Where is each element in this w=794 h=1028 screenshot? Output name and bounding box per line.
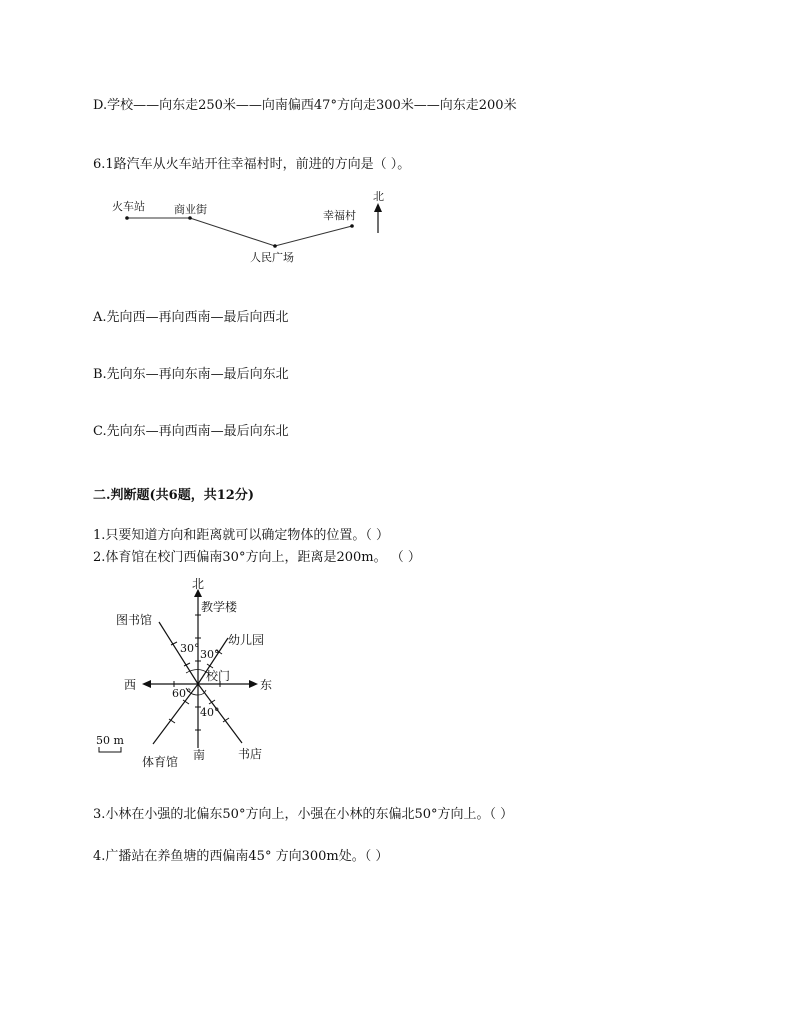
north-label: 北 <box>192 578 205 591</box>
station-dot-huochezhan <box>125 216 129 220</box>
station-dot-xingfucun <box>350 224 354 228</box>
school-gate-label: 校门 <box>206 669 231 683</box>
option-b: B.先向东—再向东南—最后向东北 <box>93 367 289 382</box>
scale-bar <box>99 747 121 752</box>
west-arrow-icon <box>142 680 151 688</box>
option-a: A.先向西—再向西南—最后向西北 <box>93 310 289 325</box>
angle-label-stadium: 60° <box>172 687 192 700</box>
station-label-huochezhan: 火车站 <box>112 200 145 213</box>
judge-question-2: 2.体育馆在校门西偏南30°方向上，距离是200m。 （ ） <box>93 550 421 565</box>
north-arrow-icon <box>374 203 382 212</box>
east-label: 东 <box>260 678 273 692</box>
judge-question-4: 4.广播站在养鱼塘的西偏南45° 方向300m处。（ ） <box>93 849 389 864</box>
judge-question-3: 3.小林在小强的北偏东50°方向上，小强在小林的东偏北50°方向上。（ ） <box>93 807 514 822</box>
library-label: 图书馆 <box>116 613 153 627</box>
school-direction-diagram <box>90 578 290 778</box>
station-dot-shangyejie <box>188 216 192 220</box>
angle-label-bookstore: 40° <box>200 706 220 719</box>
station-label-shangyejie: 商业街 <box>174 203 207 216</box>
north-label: 北 <box>373 190 384 203</box>
station-dot-renminguangchang <box>273 244 277 248</box>
section-2-heading: 二.判断题(共6题，共12分) <box>93 488 254 503</box>
angle-label-kindergarten: 30° <box>200 648 220 661</box>
judge-question-1: 1.只要知道方向和距离就可以确定物体的位置。（ ） <box>93 528 390 543</box>
kindergarten-label: 幼儿园 <box>228 633 265 647</box>
bus-route-map <box>100 185 400 270</box>
option-c: C.先向东—再向西南—最后向东北 <box>93 424 289 439</box>
east-arrow-icon <box>249 680 258 688</box>
west-label: 西 <box>124 678 137 692</box>
scale-label: 50 m <box>96 734 124 747</box>
option-d-text: D.学校——向东走250米——向南偏西47°方向走300米——向东走200米 <box>93 98 517 113</box>
route-line <box>127 218 352 246</box>
station-label-xingfucun: 幸福村 <box>323 209 356 222</box>
stadium-label: 体育馆 <box>142 755 179 769</box>
teaching-building-label: 教学楼 <box>201 600 238 614</box>
station-label-renminguangchang: 人民广场 <box>250 251 294 264</box>
bookstore-label: 书店 <box>238 747 263 761</box>
south-label: 南 <box>193 748 206 762</box>
question-6-stem: 6.1路汽车从火车站开往幸福村时，前进的方向是（ ）。 <box>93 157 411 172</box>
angle-label-library: 30° <box>180 642 200 655</box>
